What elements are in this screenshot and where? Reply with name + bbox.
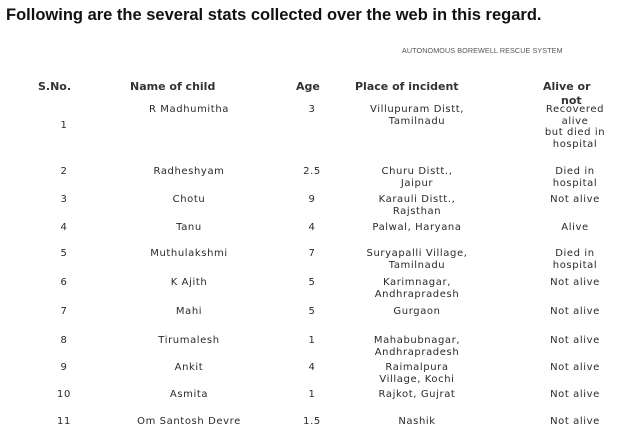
cell-alive-status-line: but died in — [544, 127, 606, 138]
cell-child-name: Om Santosh Devre — [137, 416, 241, 427]
cell-alive-status-line: hospital — [552, 177, 598, 189]
cell-place — [342, 277, 492, 300]
cell-place-line: Tamilnadu — [388, 115, 446, 127]
cell-sno: 9 — [60, 362, 68, 373]
cell-alive-status — [520, 335, 630, 347]
cell-sno: 6 — [60, 277, 68, 288]
cell-sno: 2 — [60, 166, 68, 177]
cell-place — [342, 306, 492, 318]
cell-sno: 11 — [57, 416, 71, 427]
cell-place-line: Andhrapradesh — [374, 288, 460, 300]
cell-age: 7 — [308, 248, 316, 259]
cell-age: 5 — [308, 306, 316, 317]
cell-age: 1 — [308, 335, 316, 346]
cell-alive-status — [520, 389, 630, 401]
cell-child-name: Ankit — [174, 362, 204, 373]
cell-child-name: K Ajith — [170, 277, 208, 288]
cell-age: 3 — [308, 104, 316, 115]
cell-age: 1.5 — [303, 416, 321, 427]
cell-alive-status-line: Not alive — [550, 389, 600, 400]
cell-place — [342, 194, 492, 217]
cell-place-line: Karimnagar, — [383, 277, 451, 288]
cell-place-line: Suryapalli Village, — [366, 248, 468, 259]
cell-sno: 10 — [57, 389, 71, 400]
cell-alive-status-line: Not alive — [550, 362, 600, 373]
cell-alive-status-line: Died in — [555, 166, 595, 177]
cell-place-line: Palwal, Haryana — [372, 222, 462, 233]
cell-sno: 7 — [60, 306, 68, 317]
cell-child-name: Radheshyam — [153, 166, 225, 177]
cell-alive-status — [520, 248, 630, 271]
cell-place — [342, 104, 492, 127]
cell-alive-status-line: Not alive — [550, 194, 600, 205]
page-heading: Following are the several stats collected over the web in this regard. — [6, 6, 542, 24]
header-alive: Alive or — [543, 80, 591, 93]
header-sno: S.No. — [38, 80, 72, 93]
cell-alive-status — [520, 306, 630, 318]
cell-alive-status — [520, 416, 630, 428]
cell-alive-status-line: Not alive — [550, 416, 600, 427]
header-name: Name of child — [130, 80, 216, 93]
cell-place-line: Gurgaon — [393, 306, 441, 317]
cell-child-name: Tanu — [176, 222, 202, 233]
cell-child-name: Asmita — [169, 389, 209, 400]
cell-place — [342, 389, 492, 401]
cell-child-name: R Madhumitha — [148, 104, 229, 115]
cell-alive-status — [520, 277, 630, 289]
cell-alive-status — [520, 166, 630, 189]
cell-place-line: Jaipur — [400, 177, 434, 189]
cell-alive-status — [520, 104, 630, 150]
cell-place-line: Karauli Distt., — [378, 194, 456, 205]
header-place: Place of incident — [355, 80, 459, 93]
cell-place-line: Raimalpura — [385, 362, 449, 373]
cell-place — [342, 248, 492, 271]
cell-place-line: Churu Distt., — [381, 166, 453, 177]
cell-place — [342, 222, 492, 234]
cell-child-name: Chotu — [172, 194, 206, 205]
cell-place — [342, 416, 492, 428]
cell-place-line: Tamilnadu — [388, 259, 446, 271]
cell-child-name: Tirumalesh — [158, 335, 220, 346]
cell-age: 9 — [308, 194, 316, 205]
cell-place-line: Rajsthan — [392, 205, 442, 217]
cell-alive-status-line: Alive — [561, 222, 589, 233]
cell-alive-status-line: Not alive — [550, 335, 600, 346]
cell-alive-status — [520, 362, 630, 374]
cell-age: 4 — [308, 362, 316, 373]
cell-alive-status-line: hospital — [552, 138, 598, 150]
header-alive-2: not — [561, 94, 582, 107]
cell-alive-status — [520, 222, 630, 234]
cell-alive-status-line: alive — [561, 115, 589, 127]
cell-place-line: Nashik — [398, 416, 436, 427]
cell-place — [342, 362, 492, 385]
cell-place-line: Villupuram Distt, — [369, 104, 465, 115]
cell-place — [342, 166, 492, 189]
cell-place — [342, 335, 492, 358]
cell-age: 1 — [308, 389, 316, 400]
cell-alive-status-line: Not alive — [550, 306, 600, 317]
cell-age: 2.5 — [303, 166, 321, 177]
header-age: Age — [296, 80, 320, 93]
cell-place-line: Village, Kochi — [379, 373, 455, 385]
cell-sno: 4 — [60, 222, 68, 233]
cell-alive-status-line: Not alive — [550, 277, 600, 288]
cell-sno: 5 — [60, 248, 68, 259]
cell-alive-status-line: Died in — [555, 248, 595, 259]
cell-age: 4 — [308, 222, 316, 233]
cell-place-line: Andhrapradesh — [374, 346, 460, 358]
slide-subtitle: AUTONOMOUS BOREWELL RESCUE SYSTEM — [402, 46, 563, 55]
cell-alive-status-line: hospital — [552, 259, 598, 271]
cell-alive-status — [520, 194, 630, 206]
cell-alive-status-line: Recovered — [545, 104, 605, 115]
cell-place-line: Rajkot, Gujrat — [378, 389, 456, 400]
cell-child-name: Muthulakshmi — [150, 248, 228, 259]
cell-place-line: Mahabubnagar, — [373, 335, 461, 346]
cell-sno: 1 — [60, 120, 68, 131]
cell-sno: 8 — [60, 335, 68, 346]
cell-child-name: Mahi — [175, 306, 203, 317]
cell-age: 5 — [308, 277, 316, 288]
cell-sno: 3 — [60, 194, 68, 205]
